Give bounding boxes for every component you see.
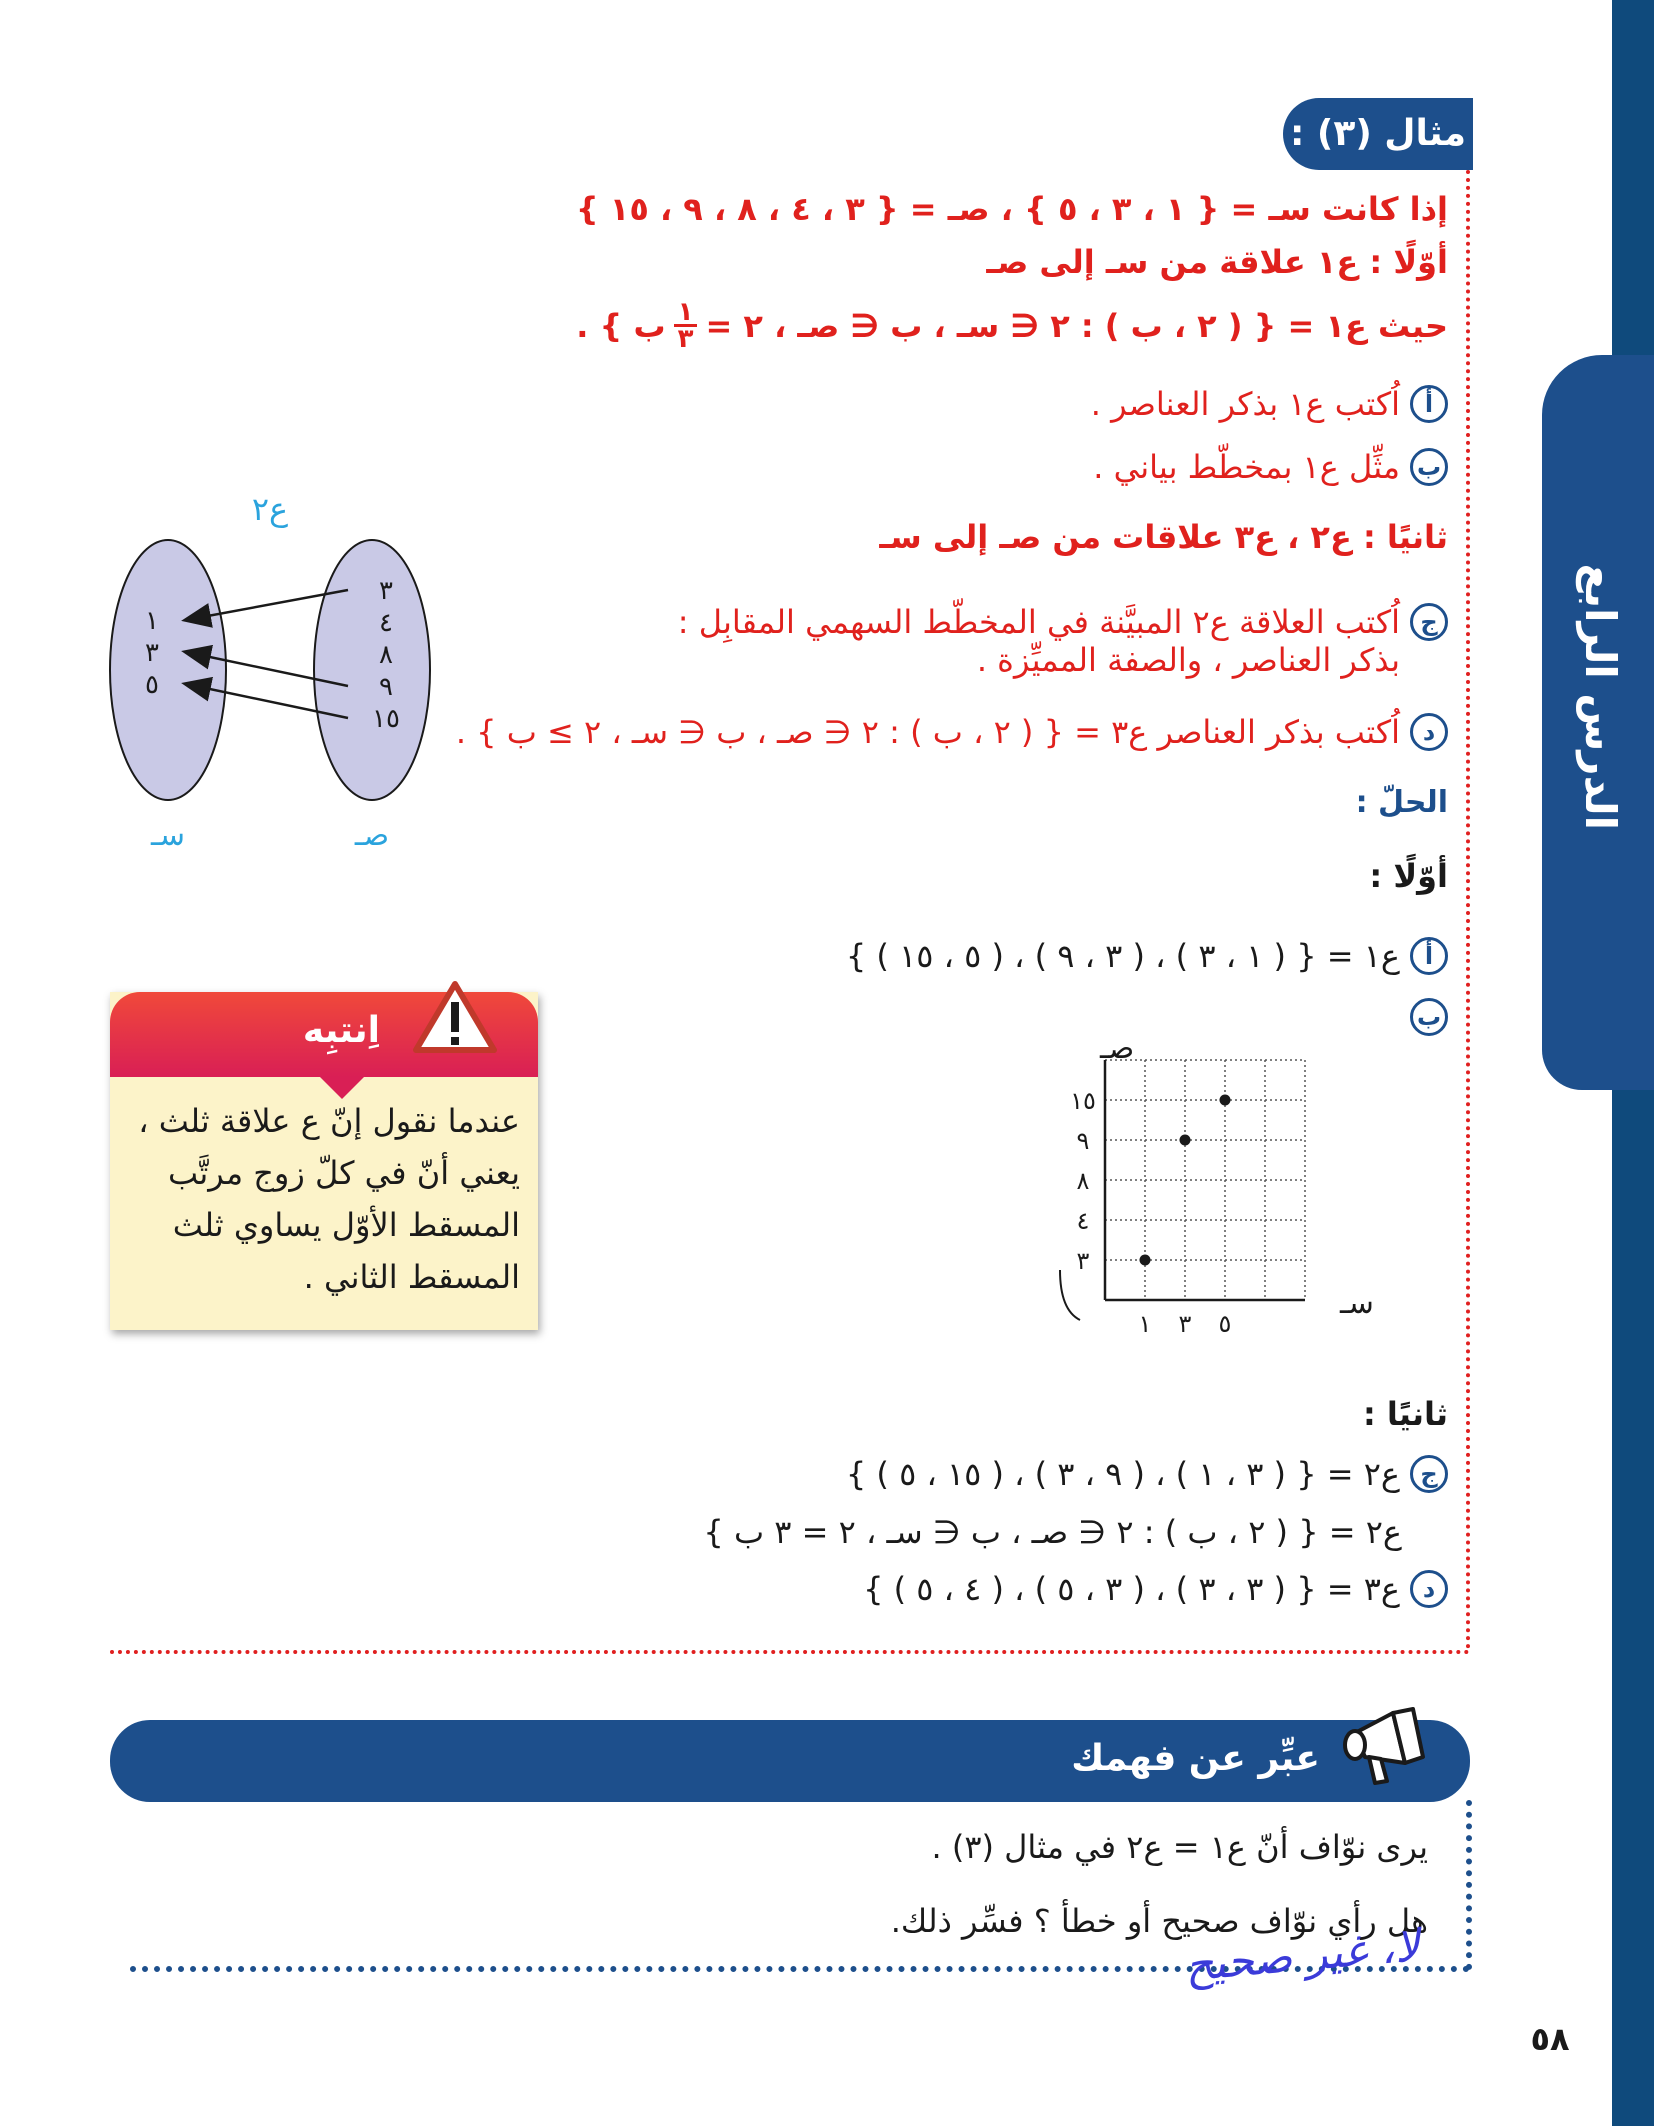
answer-c1: [846, 1455, 1448, 1493]
express-line1: يرى نوّاف أنّ ع١ = ع٢ في مثال (٣) .: [931, 1828, 1428, 1866]
example-first-title: أوّلًا : ع١ علاقة من سـ إلى صـ: [986, 243, 1448, 281]
set-y-element: ٩: [379, 672, 393, 702]
megaphone-icon: [1335, 1695, 1435, 1795]
chart-axis-break: [1060, 1270, 1080, 1320]
definition-fraction: [674, 297, 698, 354]
page-number: ٥٨: [1530, 2020, 1570, 2058]
item-d-text: اُكتب بذكر العناصر ع٣ = { ( ٢ ، ب ) : ٢ ∈ صـ ، ب ∈ سـ ، ٢ ≥ ب } .: [455, 713, 1400, 751]
relation-label: ع٢: [251, 490, 289, 528]
express-title: عبِّر عن فهمك: [1071, 1738, 1320, 1779]
item-c-badge: ج: [1410, 603, 1448, 641]
answer-b-badge: ب: [1410, 998, 1448, 1036]
notice-line: عندما نقول إنّ ع علاقة ثلث ،: [138, 1102, 520, 1140]
set-x-element: ١: [145, 606, 159, 636]
answer-a-text: ع١ = { ( ١ ، ٣ ) ، ( ٣ ، ٩ ) ، ( ٥ ، ١٥ ) }: [845, 937, 1400, 975]
item-c: [678, 603, 1448, 679]
chart-x-tick-label: ٥: [1218, 1310, 1232, 1338]
item-a-text: اُكتب ع١ بذكر العناصر .: [1090, 385, 1400, 423]
answer-d: [863, 1570, 1448, 1608]
answer-c1-text: ع٢ = { ( ٣ ، ١ ) ، ( ٩ ، ٣ ) ، ( ١٥ ، ٥ ) }: [845, 1455, 1400, 1493]
set-x-ellipse: [110, 540, 226, 800]
answer-a-badge: أ: [1410, 937, 1448, 975]
answer-a: [846, 937, 1448, 975]
example-border-bottom: [110, 1650, 1470, 1654]
set-y-element: ٤: [379, 608, 393, 638]
definition-part-a: حيث ع١ = { ( ٢ ، ب ) : ٢ ∈ سـ ، ب ∈ صـ ، ٢ =: [705, 306, 1448, 345]
chart-y-tick-label: ٣: [1076, 1247, 1090, 1275]
solution-first-label: أوّلًا :: [1369, 857, 1448, 895]
example-title: مثال (٣) :: [1283, 98, 1473, 170]
definition-part-b: ب } .: [576, 306, 666, 345]
notice-line: يعني أنّ في كلّ زوج مرتَّب: [167, 1154, 520, 1192]
set-y-element: ٣: [379, 576, 393, 606]
example-second-title: ثانيًا : ع٢ ، ع٣ علاقات من صـ إلى سـ: [879, 518, 1448, 556]
notice-text: [138, 1102, 520, 1296]
warning-icon: [410, 978, 500, 1058]
item-b: [1093, 448, 1448, 486]
item-d-badge: د: [1410, 713, 1448, 751]
chart-x-tick-label: ١: [1138, 1310, 1152, 1338]
relation-graph: [1040, 1030, 1380, 1350]
chart-point: [1220, 1095, 1231, 1106]
item-c-line2: بذكر العناصر ، والصفة المميِّزة .: [976, 641, 1400, 679]
handwritten-answer: لا، غير صحيح: [1182, 1920, 1422, 1992]
item-b-text: مثِّل ع١ بمخطّط بياني .: [1093, 448, 1400, 486]
chart-x-tick-label: ٣: [1178, 1310, 1192, 1338]
set-y-ellipse: [314, 540, 430, 800]
set-y-element: ٨: [379, 640, 393, 670]
fraction-denominator: ٣: [677, 324, 694, 354]
example-line1: إذا كانت سـ = { ١ ، ٣ ، ٥ } ، صـ = { ٣ ، ٤ ، ٨ ، ٩ ، ١٥ }: [575, 190, 1448, 228]
answer-c-badge: ج: [1410, 1455, 1448, 1493]
item-a-badge: أ: [1410, 385, 1448, 423]
answer-d-badge: د: [1410, 1570, 1448, 1608]
chart-y-tick-label: ٤: [1076, 1207, 1090, 1235]
item-d: [456, 713, 1448, 751]
notice-line: المسقط الأوّل يساوي ثلث: [172, 1206, 520, 1244]
chart-y-tick-label: ٩: [1076, 1127, 1090, 1155]
set-x-element: ٣: [145, 638, 159, 668]
example-border-right: [1466, 170, 1470, 1650]
set-y-element: ١٥: [372, 704, 400, 734]
chart-y-tick-label: ١٥: [1070, 1087, 1096, 1115]
answer-d-text: ع٣ = { ( ٣ ، ٣ ) ، ( ٣ ، ٥ ) ، ( ٤ ، ٥ ) }: [863, 1570, 1400, 1608]
chart-y-axis-label: صـ: [1100, 1031, 1135, 1066]
notice-title: اِنتبِه: [302, 1010, 380, 1051]
answer-c2-text: ع٢ = { ( ٢ ، ب ) : ٢ ∈ صـ ، ب ∈ سـ ، ٢ = ٣ ب }: [703, 1513, 1402, 1551]
express-border-right: [1466, 1800, 1472, 1970]
section-tab-label: الدرس الرابع: [1576, 563, 1625, 830]
notice-line: المسقط الثاني .: [303, 1258, 520, 1296]
item-a: [1091, 385, 1448, 423]
item-c-line1: اُكتب العلاقة ع٢ المبيَّنة في المخطّط السهمي المقابِل :: [677, 603, 1400, 641]
item-b-badge: ب: [1410, 448, 1448, 486]
fraction-numerator: ١: [674, 300, 698, 327]
set-y-label: صـ: [354, 818, 390, 853]
solution-title: الحلّ :: [1355, 785, 1448, 820]
chart-x-axis-label: سـ: [1340, 1286, 1374, 1321]
arrow-diagram: [90, 490, 450, 870]
express-line2: هل رأي نوّاف صحيح أو خطأ ؟ فسِّر ذلك.: [890, 1902, 1428, 1940]
solution-second-label: ثانيًا :: [1362, 1395, 1448, 1433]
chart-point: [1180, 1135, 1191, 1146]
answer-b: [1410, 998, 1448, 1036]
set-x-label: سـ: [151, 818, 185, 853]
set-x-element: ٥: [145, 670, 159, 700]
chart-point: [1140, 1255, 1151, 1266]
chart-y-tick-label: ٨: [1076, 1167, 1090, 1195]
notice-pointer: [320, 1077, 364, 1099]
example-first-definition: [576, 297, 1448, 354]
